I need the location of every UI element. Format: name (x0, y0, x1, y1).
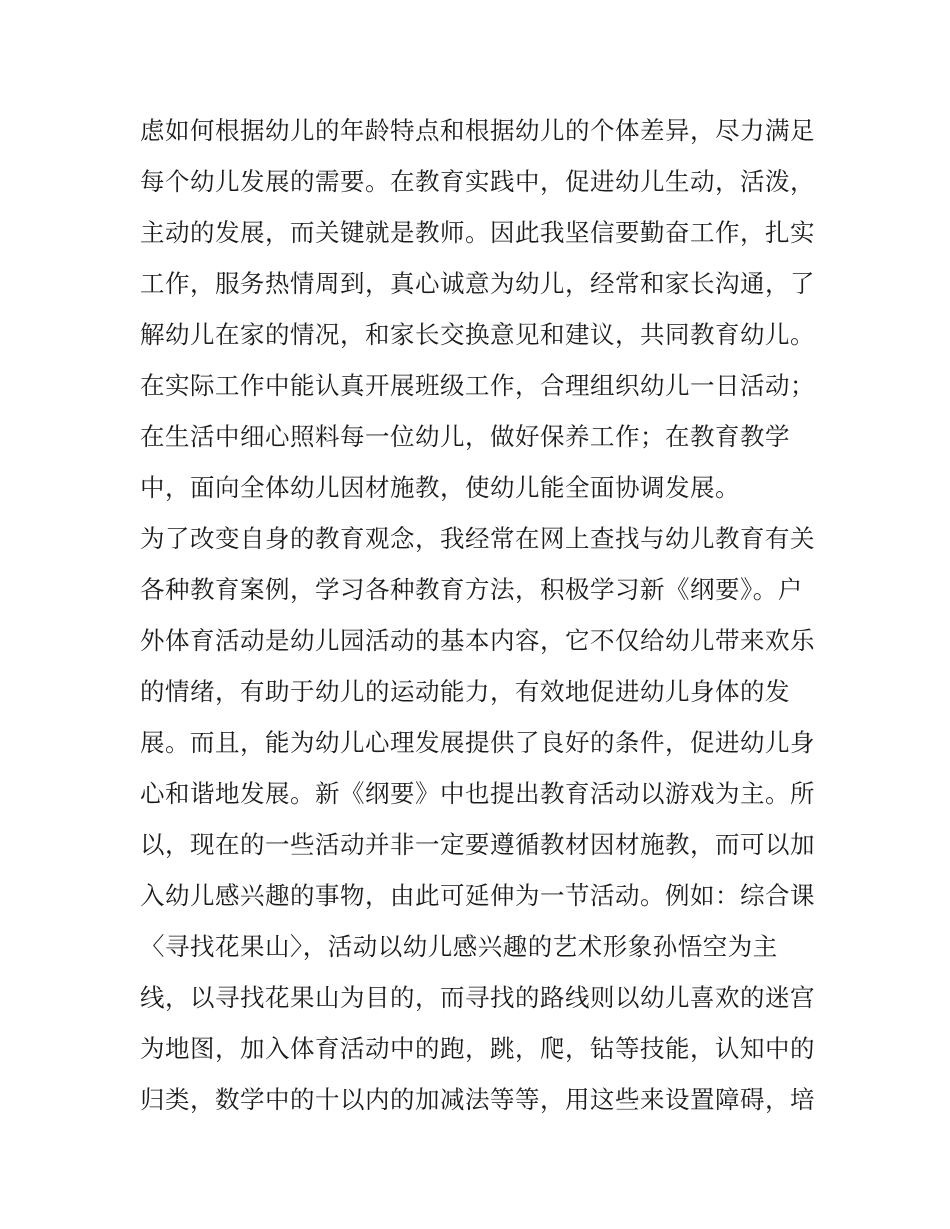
text-line-7: 在生活中细心照料每一位幼儿，做好保养工作；在教育教学 (140, 422, 790, 451)
text-line-1: 虑如何根据幼儿的年龄特点和根据幼儿的个体差异，尽力满足 (140, 116, 815, 145)
text-line-5: 解幼儿在家的情况，和家长交换意见和建议，共同教育幼儿。 (140, 320, 815, 349)
text-line-13: 展。而且，能为幼儿心理发展提供了良好的条件，促进幼儿身 (140, 728, 815, 757)
text-line-19: 为地图，加入体育活动中的跑，跳，爬，钻等技能，认知中的 (140, 1034, 815, 1063)
text-line-20: 归类，数学中的十以内的加减法等等，用这些来设置障碍，培 (140, 1085, 815, 1114)
text-line-9: 为了改变自身的教育观念，我经常在网上查找与幼儿教育有关 (140, 524, 815, 553)
text-line-11: 外体育活动是幼儿园活动的基本内容，它不仅给幼儿带来欢乐 (140, 626, 815, 655)
text-line-2: 每个幼儿发展的需要。在教育实践中，促进幼儿生动，活泼， (140, 167, 815, 196)
text-line-10: 各种教育案例，学习各种教育方法，积极学习新《纲要》。户 (140, 575, 803, 604)
text-line-14: 心和谐地发展。新《纲要》中也提出教育活动以游戏为主。所 (140, 779, 815, 808)
text-line-17: 〈寻找花果山〉，活动以幼儿感兴趣的艺术形象孙悟空为主 (140, 932, 778, 961)
text-line-18: 线，以寻找花果山为目的，而寻找的路线则以幼儿喜欢的迷宫 (140, 983, 815, 1012)
text-line-6: 在实际工作中能认真开展班级工作，合理组织幼儿一日活动； (140, 371, 815, 400)
text-line-8: 中，面向全体幼儿因材施教，使幼儿能全面协调发展。 (140, 473, 740, 502)
text-line-12: 的情绪，有助于幼儿的运动能力，有效地促进幼儿身体的发 (140, 677, 790, 706)
document-body (140, 105, 820, 1125)
text-line-15: 以，现在的一些活动并非一定要遵循教材因材施教，而可以加 (140, 830, 815, 859)
text-line-4: 工作，服务热情周到，真心诚意为幼儿，经常和家长沟通，了 (140, 269, 815, 298)
text-line-3: 主动的发展，而关键就是教师。因此我坚信要勤奋工作，扎实 (140, 218, 815, 247)
text-line-16: 入幼儿感兴趣的事物，由此可延伸为一节活动。例如：综合课 (140, 881, 815, 910)
